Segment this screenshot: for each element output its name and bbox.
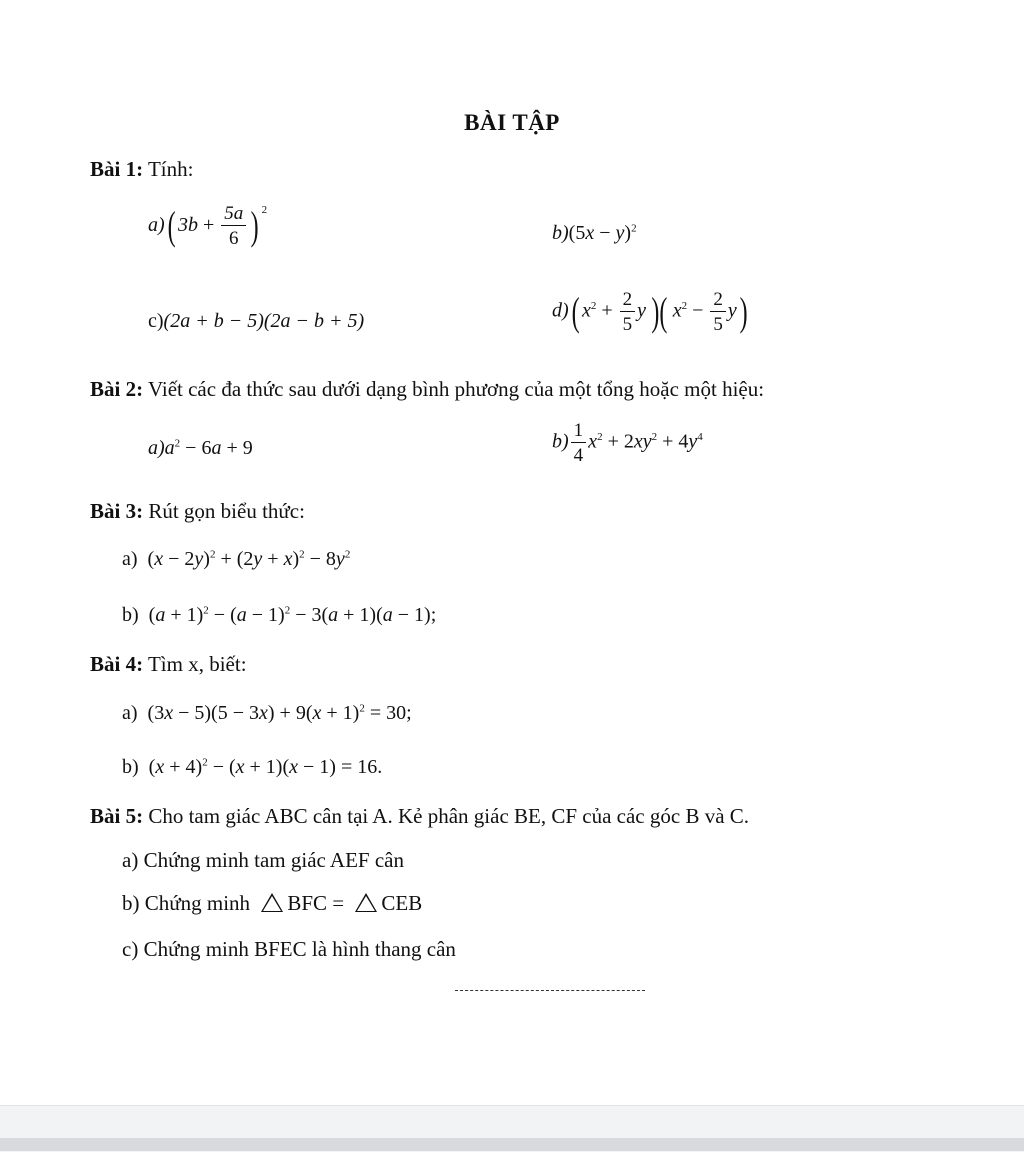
bai5-heading	[90, 804, 749, 829]
bai3-b: b) $(a + 1)^2 - (a - 1)^2 - 3(a + 1)(a - 1)$;	[122, 604, 437, 626]
bai3-b-label: b)	[122, 604, 139, 626]
bai3-text: Rút gọn biểu thức:	[143, 499, 305, 523]
bai5-b-mid: BFC =	[287, 891, 345, 915]
bai1-text: Tính:	[143, 157, 194, 181]
bai4-b-label: b)	[122, 756, 139, 778]
bai1-d-label: d)	[552, 299, 569, 322]
document-title: BÀI TẬP	[464, 110, 560, 135]
bai1-a-label: a)	[148, 214, 165, 236]
bai1-heading	[90, 157, 193, 182]
bai5-b	[122, 891, 422, 916]
triangle-icon	[261, 893, 283, 912]
bai2-b-label: b)	[552, 430, 569, 453]
horizontal-scrollbar[interactable]	[0, 1138, 1024, 1151]
bai4-b: b) $(x + 4)^2 - (x + 1)(x - 1) = 16$.	[122, 756, 383, 778]
bai5-label: Bài 5:	[90, 804, 144, 828]
bai5-b-prefix: b) Chứng minh	[122, 891, 251, 915]
bai1-label: Bài 1:	[90, 157, 144, 181]
triangle-icon	[355, 893, 377, 912]
bai2-a: $a)a^2 - 6a + 9$	[148, 437, 253, 459]
bai3-heading	[90, 499, 305, 524]
bai3-label: Bài 3:	[90, 499, 144, 523]
bai1-c	[148, 310, 364, 333]
bai5-c: c) Chứng minh BFEC là hình thang cân	[122, 937, 456, 961]
bai3-a-label: a)	[122, 548, 138, 570]
end-separator	[455, 990, 645, 991]
bai1-a: a)( 3b + $\frac{5a}{6}$ ) $^2$	[148, 203, 268, 250]
bai1-c-expr: (2a + b − 5)(2a − b + 5)	[163, 310, 365, 332]
bai2-heading	[90, 377, 764, 402]
bai4-a-label: a)	[122, 702, 138, 724]
bai1-c-label: c)	[148, 310, 164, 332]
bai5-b-end: CEB	[381, 891, 423, 915]
bai4-heading	[90, 652, 247, 677]
bai3-a: a) $(x - 2y)^2 + (2y + x)^2 - 8y^2$	[122, 548, 351, 570]
bai2-label: Bài 2:	[90, 377, 144, 401]
bai4-text: Tìm x, biết:	[143, 652, 247, 676]
bai2-a-label: a)	[148, 437, 165, 459]
bai1-b: $b)(5x - y)^2$	[552, 222, 637, 244]
bai5-a: a) Chứng minh tam giác AEF cân	[122, 848, 404, 872]
bai2-text: Viết các đa thức sau dưới dạng bình phương của một tổng hoặc một hiệu:	[143, 377, 765, 401]
bai5-text: Cho tam giác ABC cân tại A. Kẻ phân giác BE, CF của các góc B và C.	[143, 804, 750, 828]
bai1-b-label: b)	[552, 222, 569, 244]
bai2-b: b) $\frac{1}{4}$ $x^2 + 2xy^2 + 4y^4$	[552, 420, 703, 466]
bai4-label: Bài 4:	[90, 652, 144, 676]
bai1-d: d)( $x^2$ + $\frac{2}{5}$ y )( $x^2$ − $\frac{2}{5}$ y)	[552, 289, 748, 335]
bai4-a: a) $(3x - 5)(5 - 3x) + 9(x + 1)^2 = 30$;	[122, 702, 412, 724]
